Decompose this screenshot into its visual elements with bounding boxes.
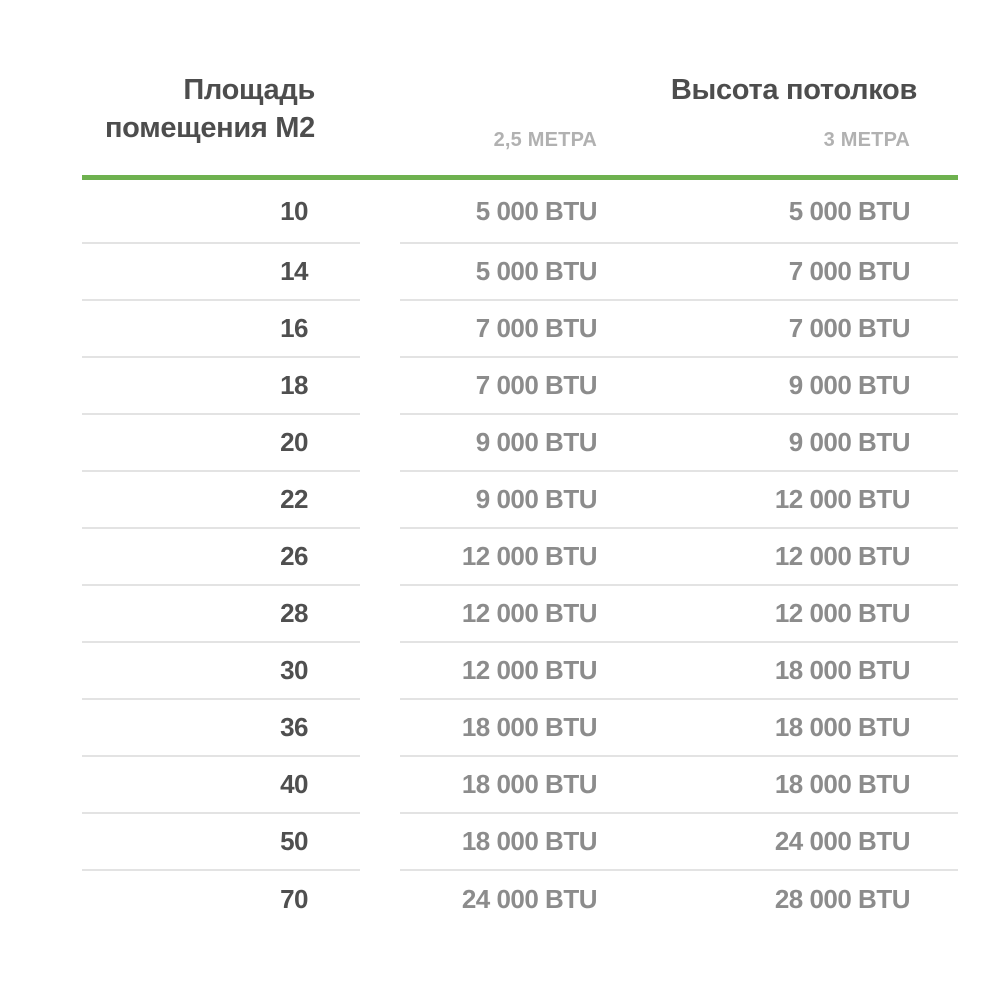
table-row bbox=[82, 757, 958, 814]
table-row bbox=[82, 871, 958, 928]
btu-3m-cell: 7 000 BTU bbox=[788, 313, 910, 343]
area-cell: 40 bbox=[82, 757, 360, 814]
btu-3m-cell: 28 000 BTU bbox=[774, 884, 910, 914]
btu-3m-cell: 18 000 BTU bbox=[774, 769, 910, 799]
row-column-gap bbox=[360, 700, 400, 757]
btu-2-5m-cell: 9 000 BTU bbox=[475, 484, 597, 514]
btu-3m-cell: 5 000 BTU bbox=[788, 195, 910, 226]
btu-cells bbox=[400, 472, 958, 529]
column-header-2-5-metra: 2,5 МЕТРА bbox=[493, 129, 597, 151]
btu-3m-cell: 9 000 BTU bbox=[788, 427, 910, 457]
row-column-gap bbox=[360, 586, 400, 643]
area-cell: 26 bbox=[82, 529, 360, 586]
row-column-gap bbox=[360, 871, 400, 928]
row-column-gap bbox=[360, 757, 400, 814]
row-column-gap bbox=[360, 643, 400, 700]
btu-cells bbox=[400, 358, 958, 415]
btu-2-5m-cell: 5 000 BTU bbox=[475, 256, 597, 286]
table-row bbox=[82, 358, 958, 415]
btu-2-5m-cell: 7 000 BTU bbox=[475, 370, 597, 400]
btu-2-5m-cell: 18 000 BTU bbox=[461, 712, 597, 742]
row-column-gap bbox=[360, 814, 400, 871]
row-column-gap bbox=[360, 358, 400, 415]
row-column-gap bbox=[360, 180, 400, 244]
ceiling-subheaders bbox=[400, 127, 958, 154]
area-cell: 10 bbox=[82, 180, 360, 244]
area-cell: 30 bbox=[82, 643, 360, 700]
btu-2-5m-cell: 7 000 BTU bbox=[475, 313, 597, 343]
table-row bbox=[82, 244, 958, 301]
area-cell: 14 bbox=[82, 244, 360, 301]
table-row bbox=[82, 301, 958, 358]
column-header-3-metra: 3 МЕТРА bbox=[823, 129, 910, 151]
btu-cells bbox=[400, 871, 958, 928]
table-row bbox=[82, 180, 958, 244]
btu-cells bbox=[400, 244, 958, 301]
btu-3m-cell: 12 000 BTU bbox=[774, 484, 910, 514]
btu-2-5m-cell: 12 000 BTU bbox=[461, 655, 597, 685]
btu-cells bbox=[400, 301, 958, 358]
table-row bbox=[82, 700, 958, 757]
table-row bbox=[82, 814, 958, 871]
btu-2-5m-cell: 24 000 BTU bbox=[461, 884, 597, 914]
btu-2-5m-cell: 18 000 BTU bbox=[461, 826, 597, 856]
btu-3m-cell: 18 000 BTU bbox=[774, 655, 910, 685]
row-column-gap bbox=[360, 415, 400, 472]
btu-3m-cell: 12 000 BTU bbox=[774, 541, 910, 571]
ceiling-height-header-group bbox=[400, 71, 958, 154]
ceiling-height-title: Высота потолков bbox=[670, 74, 917, 106]
area-cell: 36 bbox=[82, 700, 360, 757]
table-row bbox=[82, 586, 958, 643]
btu-2-5m-cell: 9 000 BTU bbox=[475, 427, 597, 457]
table-row bbox=[82, 643, 958, 700]
btu-sizing-table bbox=[82, 0, 958, 928]
btu-2-5m-cell: 12 000 BTU bbox=[461, 598, 597, 628]
row-column-gap bbox=[360, 529, 400, 586]
btu-2-5m-cell: 12 000 BTU bbox=[461, 541, 597, 571]
table-row bbox=[82, 529, 958, 586]
area-cell: 16 bbox=[82, 301, 360, 358]
table-header bbox=[82, 71, 958, 154]
btu-cells bbox=[400, 643, 958, 700]
btu-cells bbox=[400, 586, 958, 643]
area-cell: 18 bbox=[82, 358, 360, 415]
btu-3m-cell: 7 000 BTU bbox=[788, 256, 910, 286]
btu-cells bbox=[400, 180, 958, 244]
btu-cells bbox=[400, 757, 958, 814]
btu-cells bbox=[400, 529, 958, 586]
area-cell: 50 bbox=[82, 814, 360, 871]
row-column-gap bbox=[360, 472, 400, 529]
table-row bbox=[82, 472, 958, 529]
btu-3m-cell: 24 000 BTU bbox=[774, 826, 910, 856]
btu-2-5m-cell: 18 000 BTU bbox=[461, 769, 597, 799]
area-cell: 20 bbox=[82, 415, 360, 472]
btu-3m-cell: 18 000 BTU bbox=[774, 712, 910, 742]
area-header-line2: помещения М2 bbox=[104, 112, 315, 144]
area-cell: 28 bbox=[82, 586, 360, 643]
btu-cells bbox=[400, 415, 958, 472]
btu-cells bbox=[400, 814, 958, 871]
table-row bbox=[82, 415, 958, 472]
row-column-gap bbox=[360, 301, 400, 358]
table-rows bbox=[82, 180, 958, 928]
btu-3m-cell: 12 000 BTU bbox=[774, 598, 910, 628]
area-column-header bbox=[82, 71, 360, 147]
area-cell: 70 bbox=[280, 884, 308, 914]
area-header-line1: Площадь bbox=[183, 74, 315, 106]
btu-cells bbox=[400, 700, 958, 757]
area-cell: 22 bbox=[82, 472, 360, 529]
btu-2-5m-cell: 5 000 BTU bbox=[475, 195, 597, 226]
row-column-gap bbox=[360, 244, 400, 301]
btu-3m-cell: 9 000 BTU bbox=[788, 370, 910, 400]
